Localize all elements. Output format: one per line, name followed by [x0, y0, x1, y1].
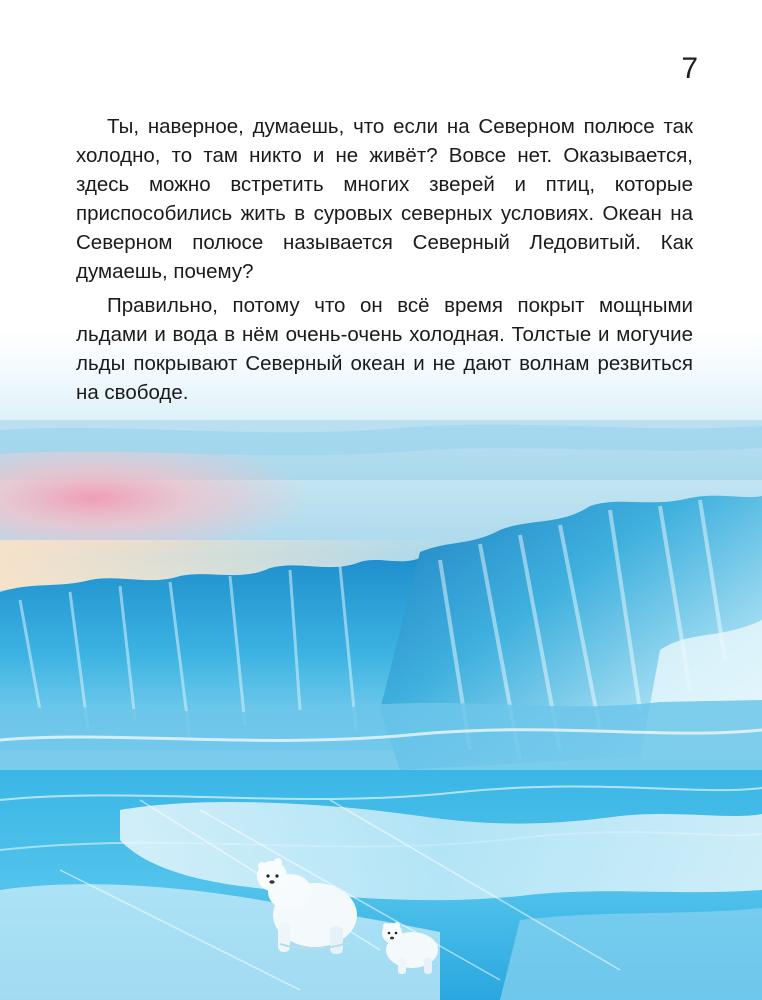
- paragraph: Правильно, потому что он всё время покрыт мощными льдами и вода в нём очень-очень холодная. Толстые и могучие льды покрывают Северный океан и не дают волнам резвиться на свободе.: [76, 294, 693, 404]
- arctic-illustration: [0, 330, 762, 1000]
- arctic-landscape-image: [0, 330, 762, 1000]
- body-text: [76, 112, 693, 412]
- paragraph: Ты, наверное, думаешь, что если на Северном полюсе так холодно, то там никто и не живёт? Вовсе нет. Оказывается, здесь можно встретить многих зверей и птиц, которые приспособились жить в суровых северных условиях. Океан на Северном полюсе называется Северный Ледовитый. Как думаешь, почему?: [76, 115, 693, 283]
- page-number: 7: [681, 52, 698, 85]
